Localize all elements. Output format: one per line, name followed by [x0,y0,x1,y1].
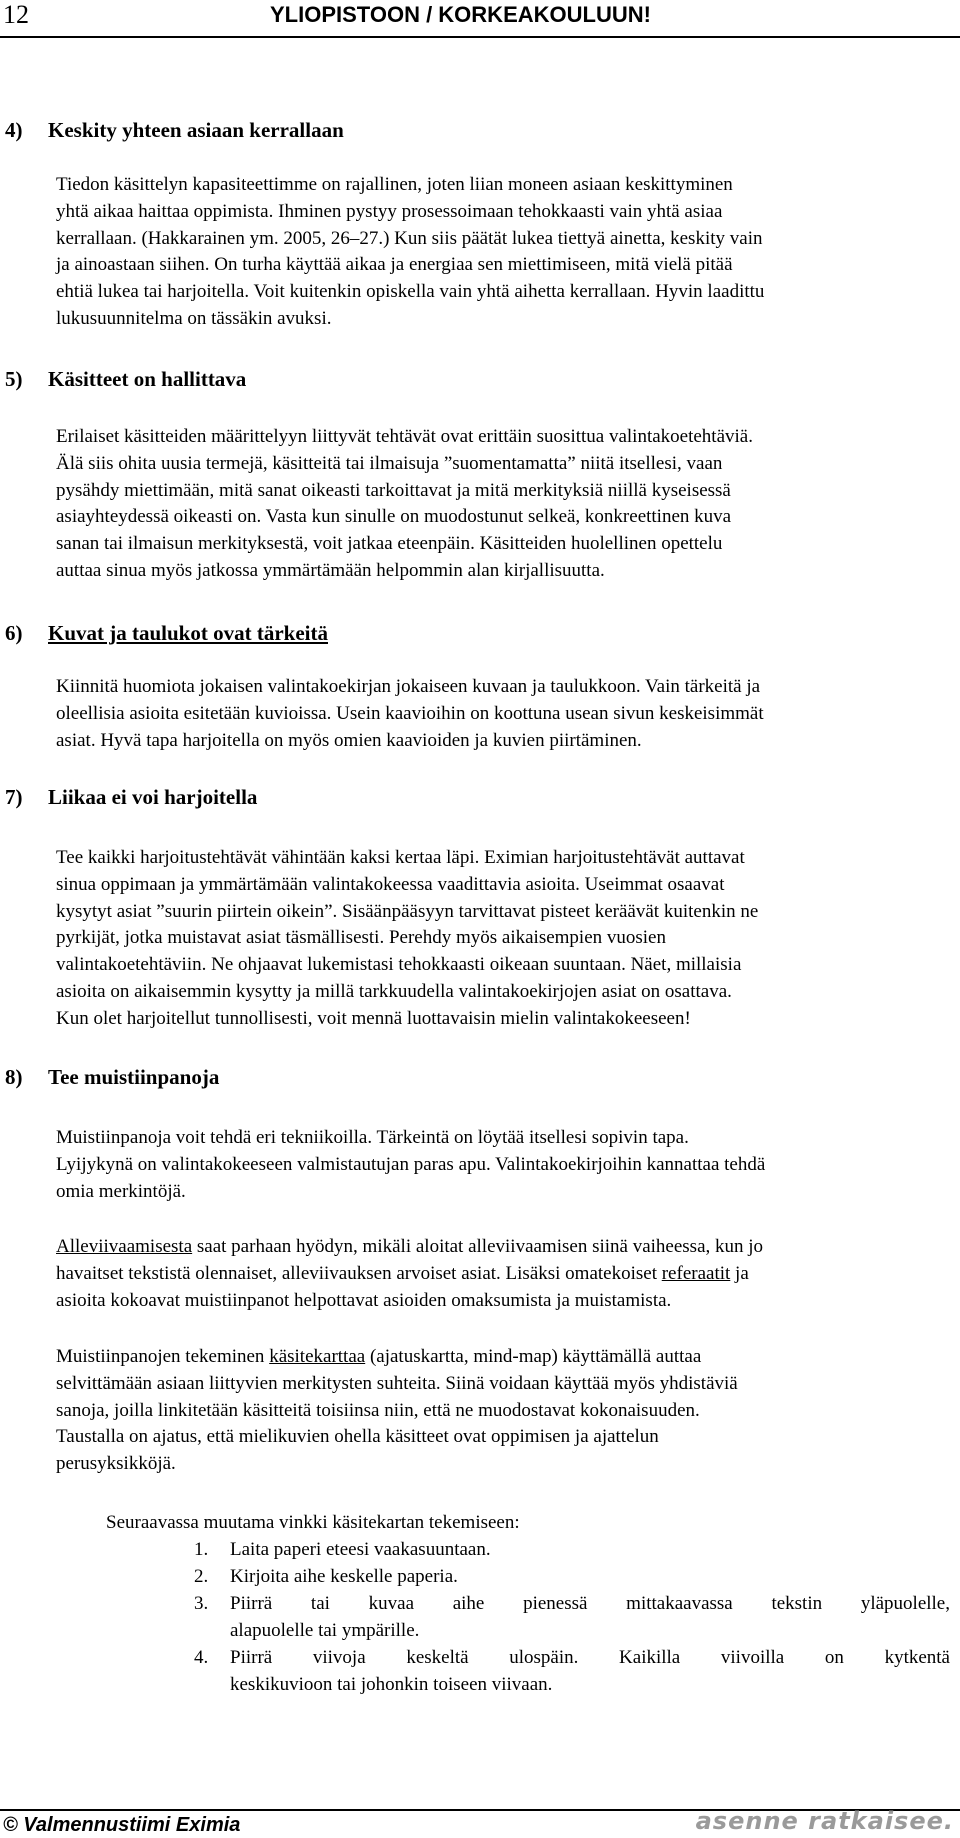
text-line: Älä siis ohita uusia termejä, käsitteitä tai ilmaisuja ”suomentamatta” niitä itsellesi, vaan [56,452,723,474]
section-8-paragraph-3 [56,1344,956,1478]
text-line: Piirrä viivoja keskeltä ulospäin. Kaikilla viivoilla on kytkentä [230,1647,950,1668]
text-run: Muistiinpanojen tekeminen [56,1346,270,1367]
text-run: saat parhaan hyödyn, mikäli aloitat alleviivaamisen siinä vaiheessa, kun jo [192,1236,764,1257]
text-line: asiat. Hyvä tapa harjoitella on myös omien kaavioiden ja kuvien piirtäminen. [56,729,642,751]
text-line: Kirjoita aihe keskelle paperia. [230,1566,458,1587]
text-line: asioita kokoavat muistiinpanot helpottavat asioiden omaksumista ja muistamista. [56,1289,672,1311]
text-line: kerrallaan. (Hakkarainen ym. 2005, 26–27.) Kun siis päätät lukea tiettyä ainetta, keskity vain [56,227,763,249]
list-item [194,1564,950,1591]
text-run: (ajatuskartta, mind-map) käyttämällä auttaa [365,1346,702,1367]
text-line: Kun olet harjoitellut tunnollisesti, voit mennä luottavaisin mielin valintakokeeseen! [56,1007,691,1029]
section-title: Keskity yhteen asiaan kerrallaan [48,118,344,142]
text-line: auttaa sinua myös jatkossa ymmärtämään helpommin alan kirjallisuutta. [56,559,605,581]
list-item [194,1645,950,1699]
text-line: kysytyt asiat ”suurin piirtein oikein”. Sisäänpääsyyn tarvittavat pisteet keräävät kuitenkin ne [56,900,759,922]
list-marker: 3. [194,1593,209,1614]
footer-slogan-logo: asenne ratkaisee. [695,1807,954,1835]
text-line: Tiedon käsittelyn kapasiteettimme on rajallinen, joten liian moneen asiaan keskittyminen [56,174,733,195]
footer-copyright: © Valmennustiimi Eximia [3,1814,241,1836]
text-line [56,1344,956,1371]
text-line: sanan tai ilmaisun merkityksestä, voit jatkaa eteenpäin. Käsitteiden huolellinen opettelu [56,533,723,555]
underlined-term: Alleviivaamisesta [56,1236,193,1257]
text-line: Tee kaikki harjoitustehtävät vähintään kaksi kertaa läpi. Eximian harjoitustehtävät auttavat [56,847,745,868]
header-divider [0,36,960,38]
text-line: Piirrä tai kuvaa aihe pienessä mittakaavassa tekstin yläpuolelle, [230,1593,950,1614]
section-number: 4) [5,118,23,142]
text-line: Muistiinpanoja voit tehdä eri tekniikoilla. Tärkeintä on löytää itsellesi sopivin tapa. [56,1127,689,1148]
section-heading-6 [5,620,328,646]
text-line: pysähdy miettimään, mitä sanat oikeasti tarkoittavat ja mitä merkityksiä niillä kyseisessä [56,479,731,501]
text-line: alapuolelle tai ympärille. [230,1619,420,1641]
text-line: selvittämään asiaan liittyvien merkitysten suhteita. Siinä voidaan käyttää myös yhdistäviä [56,1372,738,1394]
section-number: 6) [5,621,23,645]
text-line: perusyksikköjä. [56,1453,176,1475]
section-heading-4 [5,117,344,143]
section-number: 5) [5,367,23,391]
section-6-paragraph [56,674,956,754]
list-item [194,1591,950,1645]
section-title: Käsitteet on hallittava [48,367,247,391]
section-4-paragraph [56,172,956,333]
text-line: asioita on aikaisemmin kysytty ja millä tarkkuudella valintakoekirjojen asiat on osattava. [56,980,732,1002]
list-marker: 1. [194,1539,209,1560]
list-marker: 4. [194,1647,209,1668]
section-5-paragraph [56,424,956,585]
text-line: sanoja, joilla linkitetään käsitteitä toisiinsa niin, että ne muodostavat kokonaisuuden. [56,1399,700,1421]
text-line: yhtä aikaa haittaa oppimista. Ihminen pystyy prosessoimaan tehokkaasti vain yhtä asiaa [56,200,723,222]
page-number: 12 [3,0,29,29]
section-8-paragraph-2 [56,1234,956,1314]
section-title: Tee muistiinpanoja [48,1065,220,1089]
text-line: valintakoetehtäviin. Ne ohjaavat lukemistasi tehokkaasti oikeaan suuntaan. Näet, millaisia [56,954,742,976]
text-line: keskikuvioon tai johonkin toiseen viivaan. [230,1673,553,1695]
underlined-term: käsitekarttaa [269,1346,366,1367]
section-8-paragraph-1 [56,1125,956,1205]
section-heading-8 [5,1064,219,1090]
text-line: omia merkintöjä. [56,1180,186,1202]
text-line: sinua oppimaan ja ymmärtämään valintakokeessa vaadittavia asioita. Useimmat osaavat [56,873,725,895]
list-item [194,1537,950,1564]
text-line: Taustalla on ajatus, että mielikuvien ohella käsitteet ovat oppimisen ja ajattelun [56,1426,659,1448]
underlined-term: referaatit [661,1262,731,1284]
text-line: oleellisia asioita esitetään kuvioissa. Usein kaavioihin on koottuna usean sivun keskeisimmät [56,702,764,724]
section-7-paragraph [56,845,956,1033]
text-line: ehtiä lukea tai harjoitella. Voit kuitenkin opiskella vain yhtä aihetta kerrallaan. Hyvin laadittu [56,281,765,303]
section-title: Kuvat ja taulukot ovat tärkeitä [48,621,328,645]
section-heading-7 [5,784,257,810]
text-run: havaitset tekstistä olennaiset, alleviivauksen arvoiset asiat. Lisäksi omatekoiset [56,1262,662,1284]
list-intro: Seuraavassa muutama vinkki käsitekartan tekemiseen: [106,1512,520,1533]
text-line: Laita paperi eteesi vaakasuuntaan. [230,1539,491,1560]
section-number: 7) [5,785,23,809]
text-line: ja ainoastaan siihen. On turha käyttää aikaa ja energiaa sen miettimiseen, mitä vielä pitää [56,254,733,276]
section-heading-5 [5,366,246,392]
text-run: ja [730,1262,749,1284]
text-line [56,1261,956,1288]
text-line: Lyijykynä on valintakokeeseen valmistautujan paras apu. Valintakoekirjoihin kannattaa tehdä [56,1153,766,1175]
text-line: pyrkijät, jotka muistavat asiat täsmällisesti. Perehdy myös aikaisempien vuosien [56,927,666,949]
running-header-title: YLIOPISTOON / KORKEAKOULUUN! [270,2,651,27]
text-line [56,1234,956,1261]
text-line: Kiinnitä huomiota jokaisen valintakoekirjan jokaiseen kuvaan ja taulukkoon. Vain tärkeitä ja [56,676,761,697]
text-line: asiayhteydessä oikeasti on. Vasta kun sinulle on muodostunut selkeä, konkreettinen kuva [56,506,732,528]
section-number: 8) [5,1065,23,1089]
text-line: Erilaiset käsitteiden määrittelyyn liittyvät tehtävät ovat erittäin suosittua valintakoetehtäviä. [56,426,753,447]
section-title: Liikaa ei voi harjoitella [48,785,258,809]
text-line: lukusuunnitelma on tässäkin avuksi. [56,307,332,329]
list-marker: 2. [194,1566,209,1587]
